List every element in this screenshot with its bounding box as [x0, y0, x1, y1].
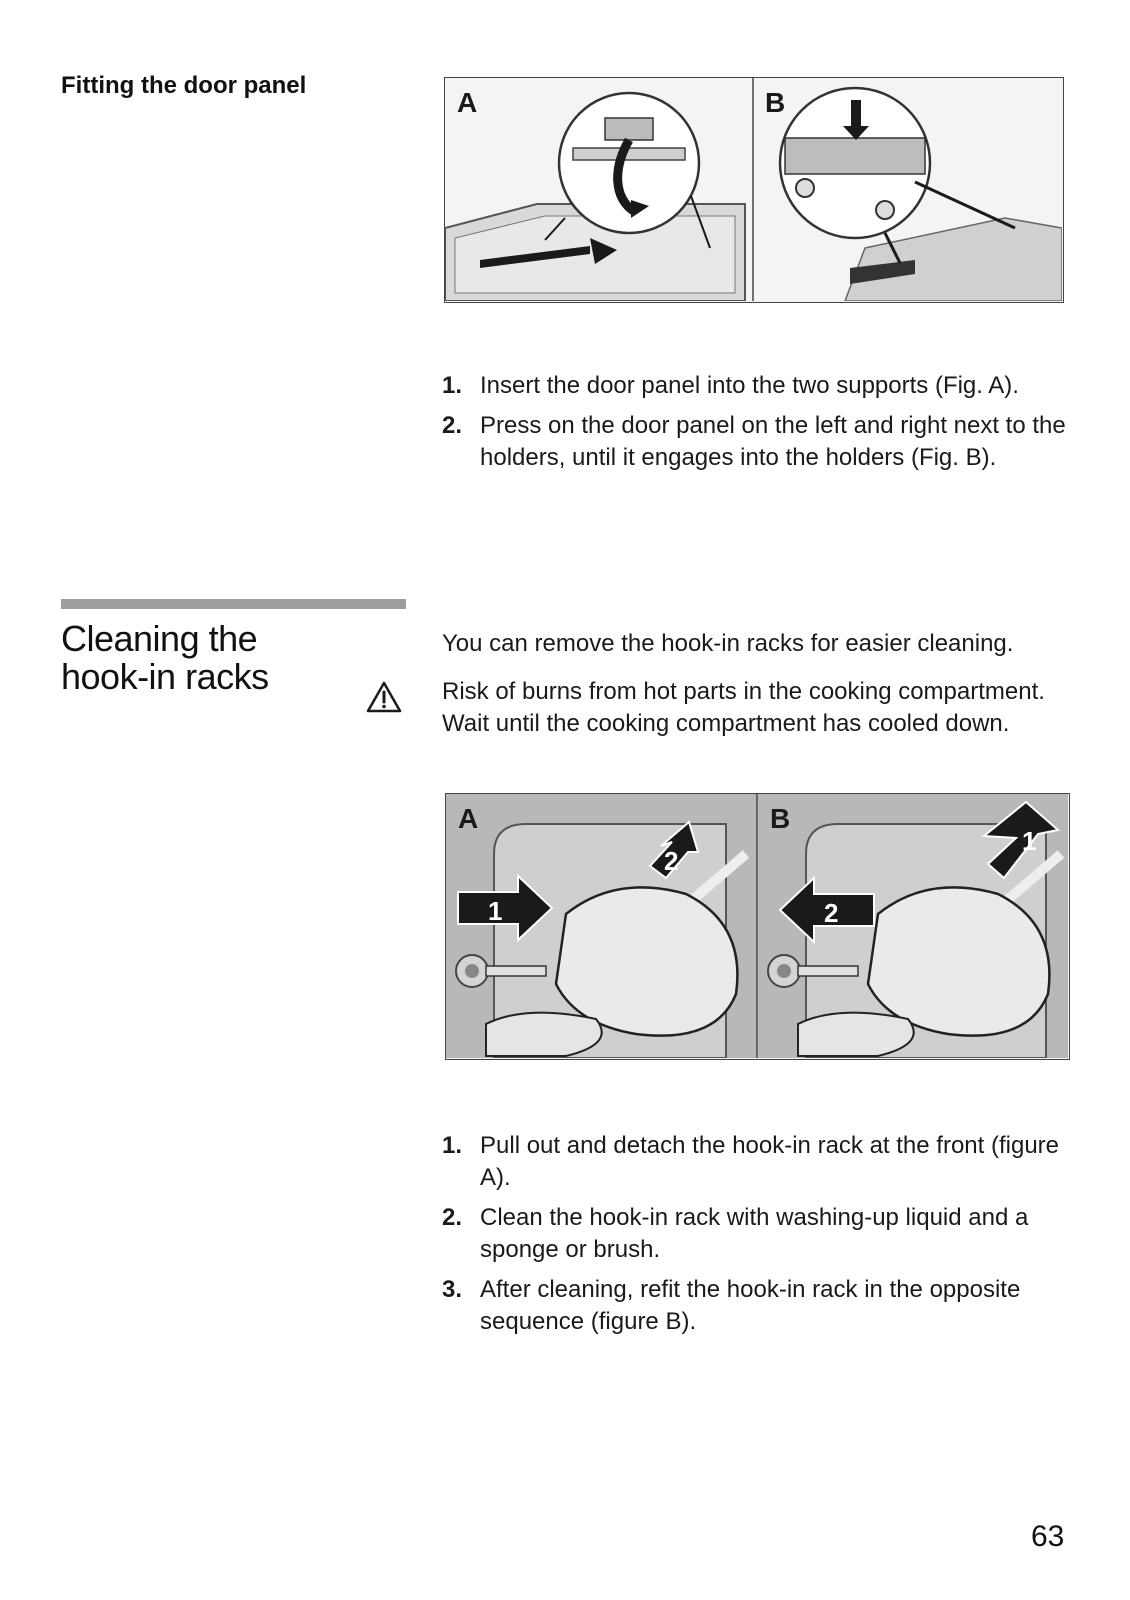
- door-panel-illustration: [445, 78, 1062, 301]
- heading-line: hook-in racks: [61, 656, 269, 697]
- step-text: Insert the door panel into the two supports (Fig. A).: [480, 372, 1019, 399]
- intro-text: You can remove the hook-in racks for easier cleaning.: [442, 630, 1014, 657]
- figure-label-a: A: [458, 803, 479, 834]
- step-text: After cleaning, refit the hook-in rack in the opposite sequence (figure B).: [480, 1276, 1021, 1335]
- step-number: 2.: [442, 1204, 463, 1231]
- section-divider: [61, 599, 406, 609]
- figure-label-b: B: [770, 803, 791, 834]
- arrow-label-1: 1: [1022, 826, 1037, 856]
- list-item: [442, 1202, 1082, 1266]
- hook-in-rack-figure: [445, 793, 1070, 1060]
- heading-line: Cleaning the: [61, 618, 258, 659]
- section-heading: [61, 620, 361, 696]
- list-item: [442, 410, 1082, 474]
- arrow-label-1: 1: [488, 896, 503, 926]
- list-item: [442, 370, 1082, 402]
- warning-triangle-icon: [365, 680, 403, 714]
- arrow-label-2: 2: [664, 846, 679, 876]
- section-subheading: Fitting the door panel: [61, 72, 307, 99]
- door-panel-steps: [442, 370, 1082, 482]
- step-number: 3.: [442, 1276, 463, 1303]
- hook-in-rack-illustration: [446, 794, 1068, 1058]
- list-item: [442, 1130, 1082, 1194]
- step-number: 1.: [442, 372, 463, 399]
- door-panel-figure: [444, 77, 1064, 303]
- figure-label-a: A: [457, 87, 478, 118]
- step-text: Pull out and detach the hook-in rack at the front (figure A).: [480, 1132, 1060, 1191]
- hook-in-rack-steps: [442, 1130, 1082, 1346]
- page-number: 63: [1031, 1520, 1065, 1553]
- arrow-label-2: 2: [824, 898, 839, 928]
- step-text: Clean the hook-in rack with washing-up liquid and a sponge or brush.: [480, 1204, 1029, 1263]
- figure-label-b: B: [765, 87, 786, 118]
- list-item: [442, 1274, 1082, 1338]
- step-number: 1.: [442, 1132, 463, 1159]
- step-number: 2.: [442, 412, 463, 439]
- step-text: Press on the door panel on the left and right next to the holders, until it engages into the holders (Fig. B).: [480, 412, 1066, 471]
- warning-text: Risk of burns from hot parts in the cooking compartment. Wait until the cooking compartment has cooled down.: [442, 678, 1045, 737]
